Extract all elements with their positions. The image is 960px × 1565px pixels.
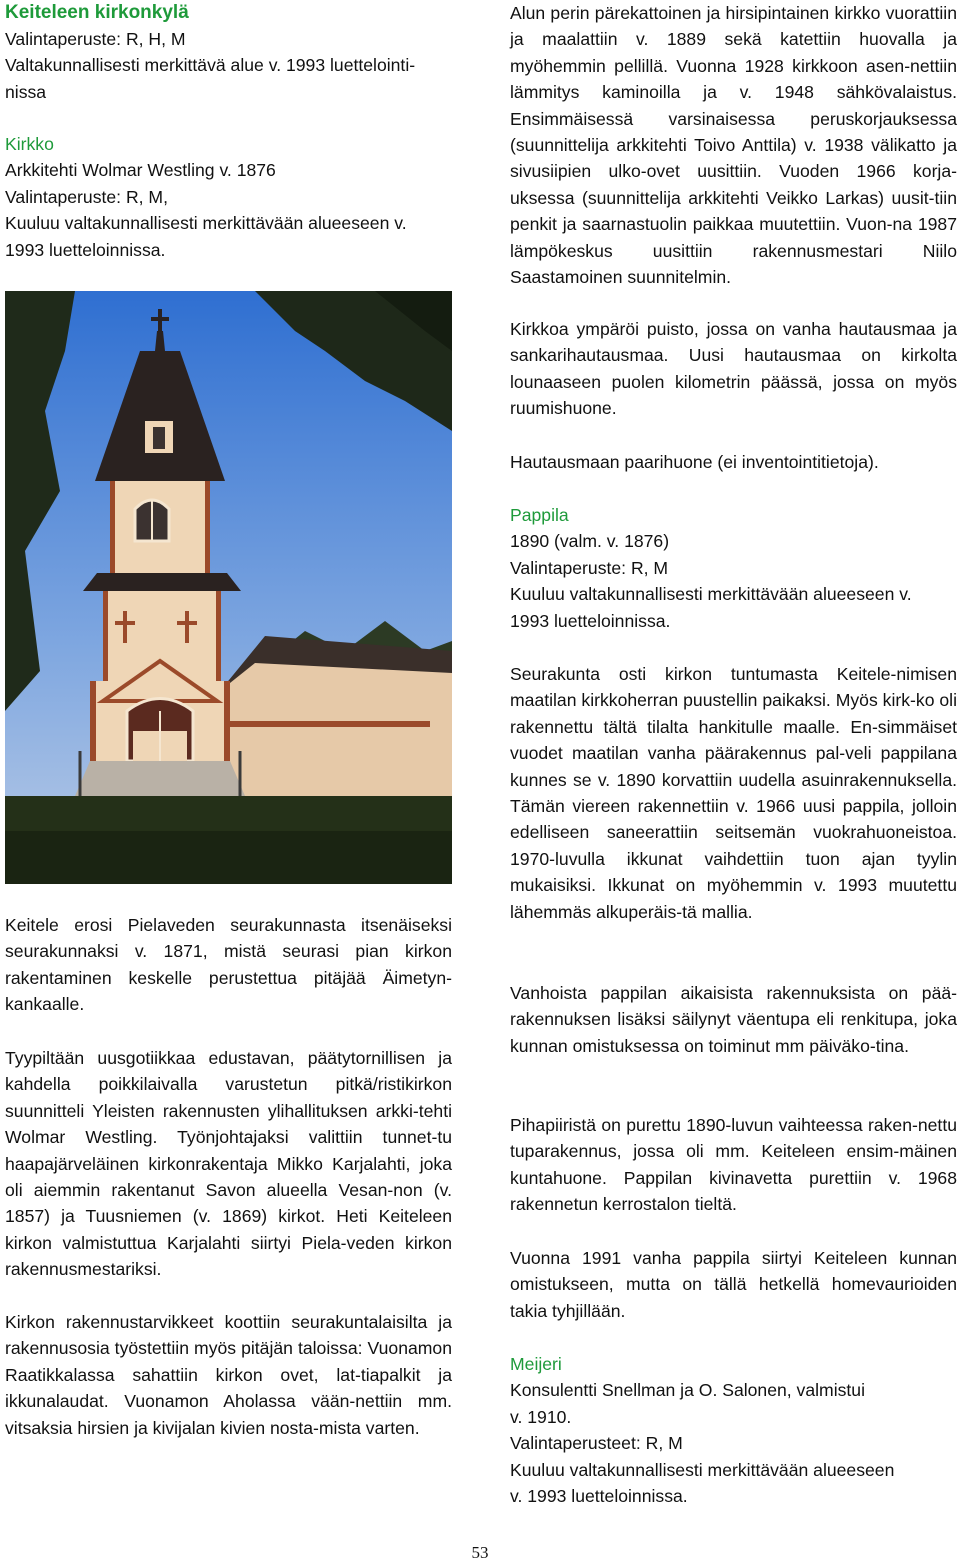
kirkko-status-line1: Kuuluu valtakunnallisesti merkittävään alueeseen v. [5, 213, 407, 234]
meijeri-block [510, 1351, 957, 1509]
pappila-status [510, 581, 957, 634]
right-paragraph-7 [510, 1245, 957, 1324]
area-criteria: Valintaperuste: R, H, M [5, 29, 186, 49]
kirkko-heading: Kirkko [5, 134, 54, 154]
left-para2-text: Tyypiltään uusgotiikkaa edustavan, päätytornillisen ja kahdella poikkilaivalla varustetun pitkä/ristikirkon suunnitteli Yleisten rakennusten ylihallituksen arkki-tehti Wolmar Westling. Työnjohtajaksi valittiin tunnet-tu haapajärveläinen kirkonrakentaja Mikko Karjalahti, joka oli aiemmin rakentanut Savon alueella Vesan-non (v. 1857) ja Tuusniemen (v. 1869) kirkot. Heti Keiteleen kirkon valmistuttua Karjalahti siirtyi Piela-veden kirkon rakennusmestariksi. [5, 1048, 452, 1280]
area-status-line2: nissa [5, 81, 47, 102]
church-illustration [5, 291, 452, 884]
kirkko-architect: Arkkitehti Wolmar Westling v. 1876 [5, 160, 276, 181]
left-para3-text: Kirkon rakennustarvikkeet koottiin seurakuntalaisilta ja rakennusosia työstettiin myös pitäjän taloissa: Vuonamon Raatikkalassa sahattiin kirkon ovet, lat-tiapalkit ja ikkunalaudat. Vuonamon Aholassa vään-nettiin mm. vitsaksia hirsien ja kivijalan kivien nosta-mista varten. [5, 1312, 452, 1438]
right-para1-text: Alun perin pärekattoinen ja hirsipintainen kirkko vuorattiin ja maalattiin v. 1889 sekä katettiin huovalla ja myöhemmin pellillä. Vuonna 1928 kirkkoon asen-nettiin lämmitys kaminoilla ja v. 1948 sähkövalaistus. Ensimmäisessä varsinaisessa peruskorjauksessa (suunnittelija arkkitehti Toivo Anttila) v. 1938 välikatto ja sivusiipien ulko-ovet uusittiin. Vuoden 1966 korja-uksessa (suunnittelija arkkitehti Veikko Larkas) uusit-tiin penkit ja saarnastuolin paikkaa muutettiin. Vuon-na 1987 lämpökeskus uusittiin rakennusmestari Niilo Saastamoinen suunnitelmin. [510, 3, 957, 288]
church-photo [5, 291, 452, 884]
right-paragraph-4 [510, 661, 957, 925]
pappila-status-line2: 1993 luetteloinnissa. [510, 610, 671, 631]
right-para4-text: Seurakunta osti kirkon tuntumasta Keitele-nimisen maatilan kirkkoherran puustellin paikaksi. Myös kirk-ko oli rakennettu tältä tilalta hankitulle maalle. En-simmäiset vuodet maatilan vanha päärakennus pal-veli pappilana kunnes se v. 1890 korvattiin uudella asuinrakennuksella. Tämän viereen rakennettiin v. 1966 uusi pappila, jolloin edelliseen saneerattiin seitsemän vuokrahuoneistoa. 1970-luvulla ikkunat vaihdettiin tuon ajan tyylin mukaisiksi. Ikkunat on myöhemmin v. 1993 muutettu lähemmäs alkuperäis-tä mallia. [510, 664, 957, 922]
left-para1-text: Keitele erosi Pielaveden seurakunnasta itsenäiseksi seurakunnaksi v. 1871, mistä seurasi pian kirkon rakentaminen keskelle perustettua pitäjää Äimetyn-kankaalle. [5, 915, 452, 1015]
kirkko-block [5, 131, 452, 263]
right-para6-text: Pihapiiristä on purettu 1890-luvun vaihteessa raken-nettu tuparakennus, jossa oli mm. Keiteleen ensim-mäinen kuntahuone. Pappilan kivinavetta purettiin v. 1968 rakennetun kerrostalon tieltä. [510, 1115, 957, 1215]
kirkko-status-line2: 1993 luetteloinnissa. [5, 239, 166, 260]
right-paragraph-3 [510, 449, 957, 475]
meijeri-status-line1: Kuuluu valtakunnallisesti merkittävään alueeseen [510, 1459, 895, 1480]
meijeri-designer: Konsulentti Snellman ja O. Salonen, valmistui [510, 1380, 865, 1401]
kirkko-status [5, 210, 452, 263]
pappila-block [510, 502, 957, 634]
title-block [5, 0, 452, 105]
page-title: Keiteleen kirkonkylä [5, 2, 189, 23]
page-number: 53 [471, 1543, 489, 1562]
area-status [5, 52, 452, 105]
meijeri-status-line2: v. 1993 luetteloinnissa. [510, 1486, 688, 1507]
pappila-criteria: Valintaperuste: R, M [510, 557, 669, 578]
right-para2-text: Kirkkoa ympäröi puisto, jossa on vanha hautausmaa ja sankarihautausmaa. Uusi hautausmaa on kirkolta lounaaseen puolen kilometrin päässä, jossa on myös ruumishuone. [510, 319, 957, 419]
right-para3-text: Hautausmaan paarihuone (ei inventointitietoja). [510, 452, 879, 472]
right-paragraph-5 [510, 980, 957, 1059]
area-status-line1: Valtakunnallisesti merkittävä alue v. 1993 luettelointi- [5, 55, 416, 76]
right-paragraph-6 [510, 1112, 957, 1218]
meijeri-year: v. 1910. [510, 1406, 572, 1427]
pappila-status-line1: Kuuluu valtakunnallisesti merkittävään alueeseen v. [510, 584, 912, 605]
pappila-heading: Pappila [510, 505, 569, 525]
left-paragraph-3 [5, 1309, 452, 1441]
right-paragraph-1 [510, 0, 957, 290]
meijeri-heading: Meijeri [510, 1354, 562, 1374]
meijeri-criteria: Valintaperusteet: R, M [510, 1433, 683, 1454]
right-para5-text: Vanhoista pappilan aikaisista rakennuksista on pää-rakennuksen lisäksi säilynyt väentupa eli renkitupa, joka kunnan omistuksessa on toiminut mm päiväko-tina. [510, 983, 957, 1056]
left-paragraph-2 [5, 1045, 452, 1283]
pappila-year: 1890 (valm. v. 1876) [510, 531, 670, 552]
right-para7-text: Vuonna 1991 vanha pappila siirtyi Keiteleen kunnan omistukseen, mutta on tällä hetkellä homevaurioiden takia tyhjillään. [510, 1248, 957, 1321]
left-paragraph-1 [5, 912, 452, 1018]
right-paragraph-2 [510, 316, 957, 422]
kirkko-criteria: Valintaperuste: R, M, [5, 186, 168, 207]
